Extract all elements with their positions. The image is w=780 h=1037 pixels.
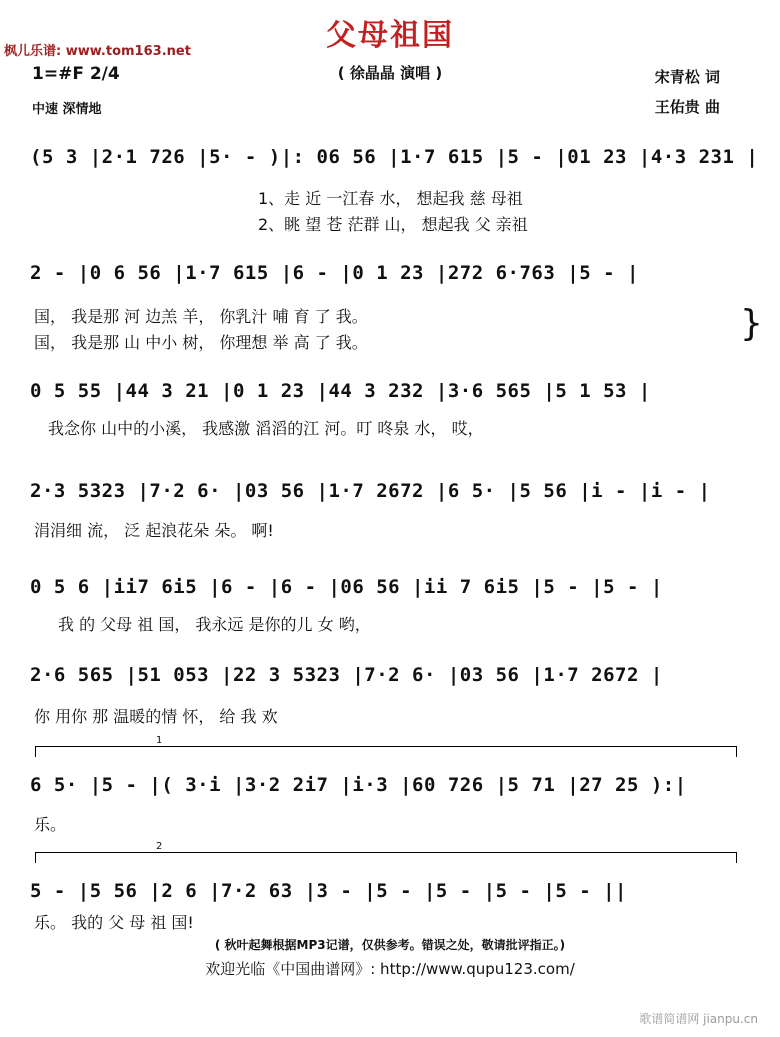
lyric-line-2a: 国， 我是那 河 边羔 羊， 你乳汁 哺 育 了 我。	[34, 307, 368, 326]
score-line-7: 6 5· |5 - |( 3·i |3·2 2i7 |i·3 |60 726 |5 71 |27 25 ):|	[30, 774, 687, 796]
song-title: 父母祖国	[326, 18, 454, 53]
volta-label-2: 2	[156, 841, 163, 852]
lyric-line-4: 涓涓细 流， 泛 起浪花朵 朵。 啊!	[34, 521, 274, 540]
site-credit: 枫儿乐谱: www.tom163.net	[4, 44, 191, 59]
lyric-line-1a: 1、走 近 一江春 水， 想起我 慈 母祖	[258, 189, 523, 208]
score-line-8: 5 - |5 56 |2 6 |7·2 63 |3 - |5 - |5 - |5 - |5 - ||	[30, 880, 627, 902]
composer-credit: 王佑贵 曲	[654, 98, 720, 116]
score-line-3: 0 5 55 |44 3 21 |0 1 23 |44 3 232 |3·6 565 |5 1 53 |	[30, 380, 651, 402]
key-signature: 1=#F 2/4	[32, 64, 120, 84]
lyric-line-8: 乐。 我的 父 母 祖 国!	[34, 913, 194, 932]
score-line-5: 0 5 6 |ii7 6i5 |6 - |6 - |06 56 |ii 7 6i5 |5 - |5 - |	[30, 576, 663, 598]
lyric-line-5: 我 的 父母 祖 国， 我永远 是你的儿 女 哟，	[58, 615, 371, 634]
lyric-line-6: 你 用你 那 温暖的情 怀， 给 我 欢	[34, 707, 278, 726]
transcription-note: ( 秋叶起舞根据MP3记谱，仅供参考。错误之处，敬请批评指正。)	[214, 938, 566, 952]
tempo-marking: 中速 深情地	[32, 102, 102, 117]
score-line-1: (5 3 |2·1 726 |5· - )|: 06 56 |1·7 615 |5 - |01 23 |4·3 231 |	[30, 146, 759, 168]
lyricist-credit: 宋青松 词	[654, 68, 720, 86]
watermark: 歌谱简谱网 jianpu.cn	[639, 1012, 758, 1026]
volta-label-1: 1	[156, 735, 163, 746]
welcome-link[interactable]: 欢迎光临《中国曲谱网》: http://www.qupu123.com/	[205, 960, 575, 978]
lyric-line-3: 我念你 山中的小溪， 我感激 滔滔的江 河。叮 咚泉 水， 哎，	[48, 419, 484, 438]
score-line-2: 2 - |0 6 56 |1·7 615 |6 - |0 1 23 |272 6·763 |5 - |	[30, 262, 639, 284]
score-line-6: 2·6 565 |51 053 |22 3 5323 |7·2 6· |03 56 |1·7 2672 |	[30, 664, 663, 686]
singer-credit: ( 徐晶晶 演唱 )	[337, 64, 443, 82]
score-line-4: 2·3 5323 |7·2 6· |03 56 |1·7 2672 |6 5· |5 56 |i - |i - |	[30, 480, 711, 502]
verse-brace: }	[740, 303, 763, 344]
volta-bracket-1	[35, 735, 737, 757]
lyric-line-2b: 国， 我是那 山 中小 树， 你理想 举 高 了 我。	[34, 333, 368, 352]
lyric-line-7: 乐。	[34, 815, 67, 834]
volta-bracket-2	[35, 841, 737, 863]
lyric-line-1b: 2、眺 望 苍 茫群 山， 想起我 父 亲祖	[258, 215, 528, 234]
